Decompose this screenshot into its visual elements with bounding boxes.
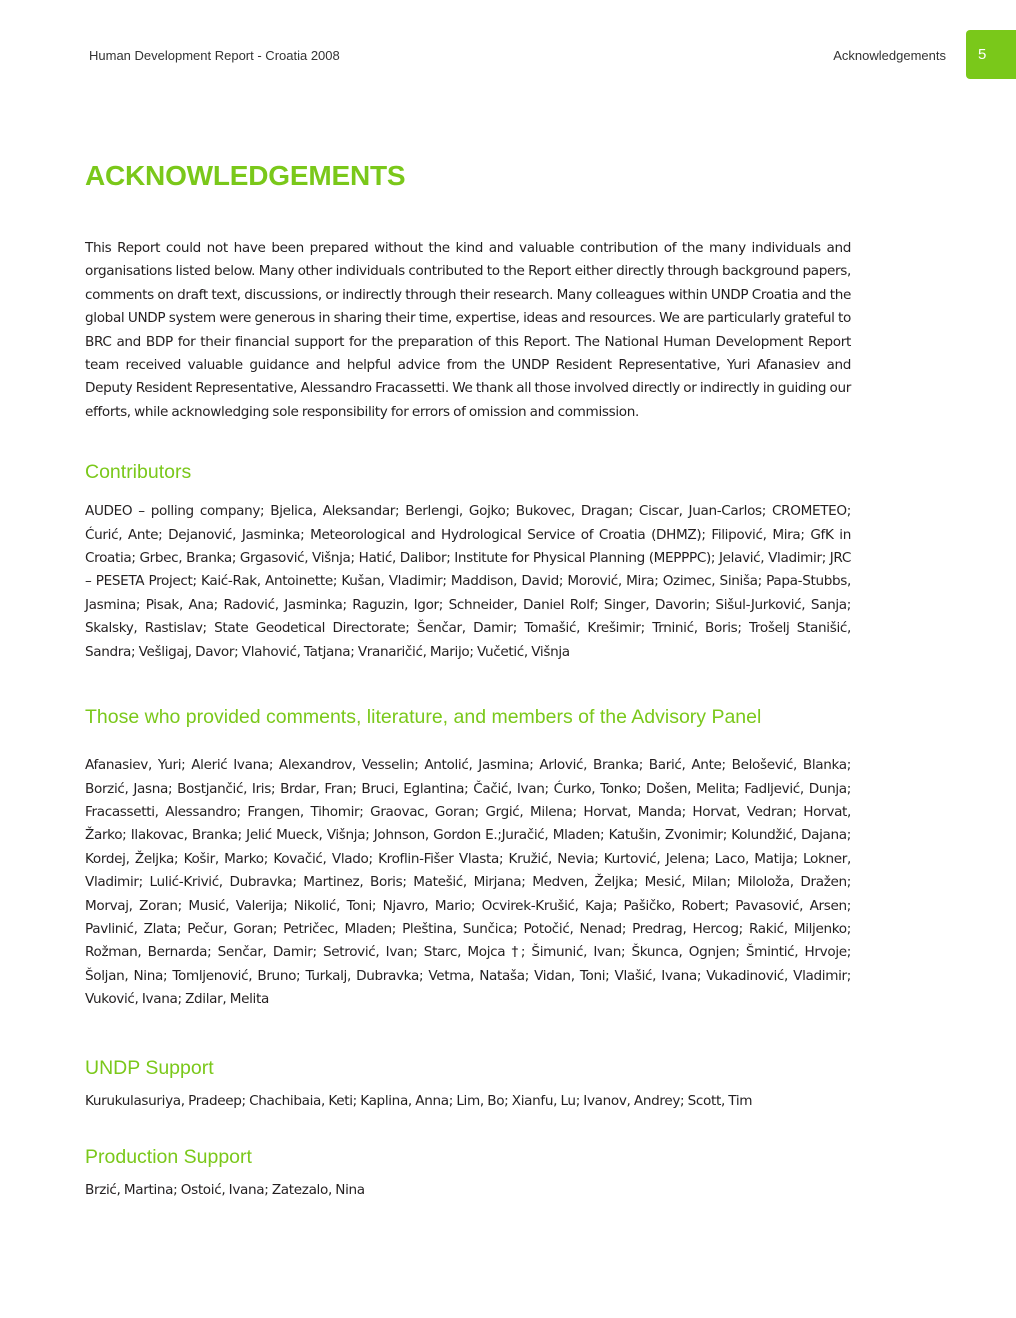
page-content [85,156,851,1202]
contributors-heading: Contributors [85,461,192,484]
contributors-list: AUDEO – polling company; Bjelica, Aleksandar; Berlengi, Gojko; Bukovec, Dragan; Ciscar, Juan-Carlos; CROMETEO; Ćurić, Ante; Dejanović, Jasminka; Meteorological and Hydrological Service of Croatia (DHMZ); Filipović, Mira; GfK in Croatia; Grbec, Branka; Grgasović, Višnja; Hatić, Dalibor; Institute for Physical Planning (MEPPPC); Jelavić, Vladimir; JRC – PESETA Project; Kaić-Rak, Antoinette; Kušan, Vladimir; Maddison, David; Morović, Mira; Ozimec, Siniša; Papa-Stubbs, Jasmina; Pisak, Ana; Radović, Jasminka; Raguzin, Igor; Schneider, Daniel Rolf; Singer, Davorin; Sišul-Jurković, Sanja; Skalsky, Rastislav; State Geodetical Directorate; Šenčar, Damir; Tomašić, Krešimir; Trninić, Boris; Trošelj Stanišić, Sandra; Vešligaj, Davor; Vlahović, Tatjana; Vranaričić, Marijo; Vučetić, Višnja [85,503,851,660]
production-support-list: Brzić, Martina; Ostoić, Ivana; Zatezalo, Nina [85,1181,365,1198]
running-header-section: Acknowledgements [833,48,946,63]
running-header-report-title: Human Development Report - Croatia 2008 [89,48,340,63]
intro-paragraph: This Report could not have been prepared without the kind and valuable contribution of the many individuals and organisations listed below. Many other individuals contributed to the Report either directly through background papers, comments on draft text, discussions, or indirectly through their research. Many colleagues within UNDP Croatia and the global UNDP system were generous in sharing their time, expertise, ideas and resources. We are particularly grateful to BRC and BDP for their financial support for the preparation of this Report. The National Human Development Report team received valuable guidance and helpful advice from the UNDP Resident Representative, Yuri Afanasiev and Deputy Resident Representative, Alessandro Fracassetti. We thank all those involved directly or indirectly in guiding our efforts, while acknowledging sole responsibility for errors of omission and commission. [85,240,851,420]
page-number: 5 [978,46,987,63]
advisory-panel-list: Afanasiev, Yuri; Alerić Ivana; Alexandrov, Vesselin; Antolić, Jasmina; Arlović, Branka; Barić, Ante; Belošević, Blanka; Borzić, Jasna; Bostjančić, Iris; Brdar, Fran; Bruci, Eglantina; Čačić, Ivan; Ćurko, Tonko; Došen, Melita; Fadljević, Dunja; Fracassetti, Alessandro; Frangen, Tihomir; Graovac, Goran; Grgić, Milena; Horvat, Manda; Horvat, Vedran; Horvat, Žarko; Ilakovac, Branka; Jelić Mueck, Višnja; Johnson, Gordon E.;Juračić, Mladen; Katušin, Zvonimir; Kolundžić, Dajana; Kordej, Željka; Košir, Marko; Kovačić, Vlado; Kroflin-Fišer Vlasta; Kružić, Nevia; Kurtović, Jelena; Laco, Matija; Lokner, Vladimir; Lulić-Krivić, Dubravka; Martinez, Boris; Matešić, Mirjana; Medven, Željka; Mesić, Milan; Miloloža, Dražen; Morvaj, Zoran; Musić, Valerija; Nikolić, Toni; Njavro, Mario; Ocvirek-Krušić, Kaja; Pašičko, Robert; Pavasović, Arsen; Pavlinić, Zlata; Pečur, Goran; Petričec, Mladen; Pleština, Sunčica; Potočić, Nenad; Predrag, Hercog; Rakić, Miljenko; Rožman, Bernarda; Senčar, Damir; Setrović, Ivan; Starc, Mojca †; Šimunić, Ivan; Škunca, Ognjen; Šmintić, Hrvoje; Šoljan, Nina; Tomljenović, Bruno; Turkalj, Dubravka; Vetma, Nataša; Vidan, Toni; Vlašić, Ivana; Vukadinović, Vladimir; Vuković, Ivana; Zdilar, Melita [85,757,851,1008]
page-number-tab [966,30,1016,79]
undp-support-list: Kurukulasuriya, Pradeep; Chachibaia, Keti; Kaplina, Anna; Lim, Bo; Xianfu, Lu; Ivanov, Andrey; Scott, Tim [85,1092,753,1109]
production-support-heading: Production Support [85,1145,252,1168]
page-title: ACKNOWLEDGEMENTS [85,160,406,191]
undp-support-heading: UNDP Support [85,1056,214,1079]
advisory-panel-heading: Those who provided comments, literature, and members of the Advisory Panel [85,706,762,729]
